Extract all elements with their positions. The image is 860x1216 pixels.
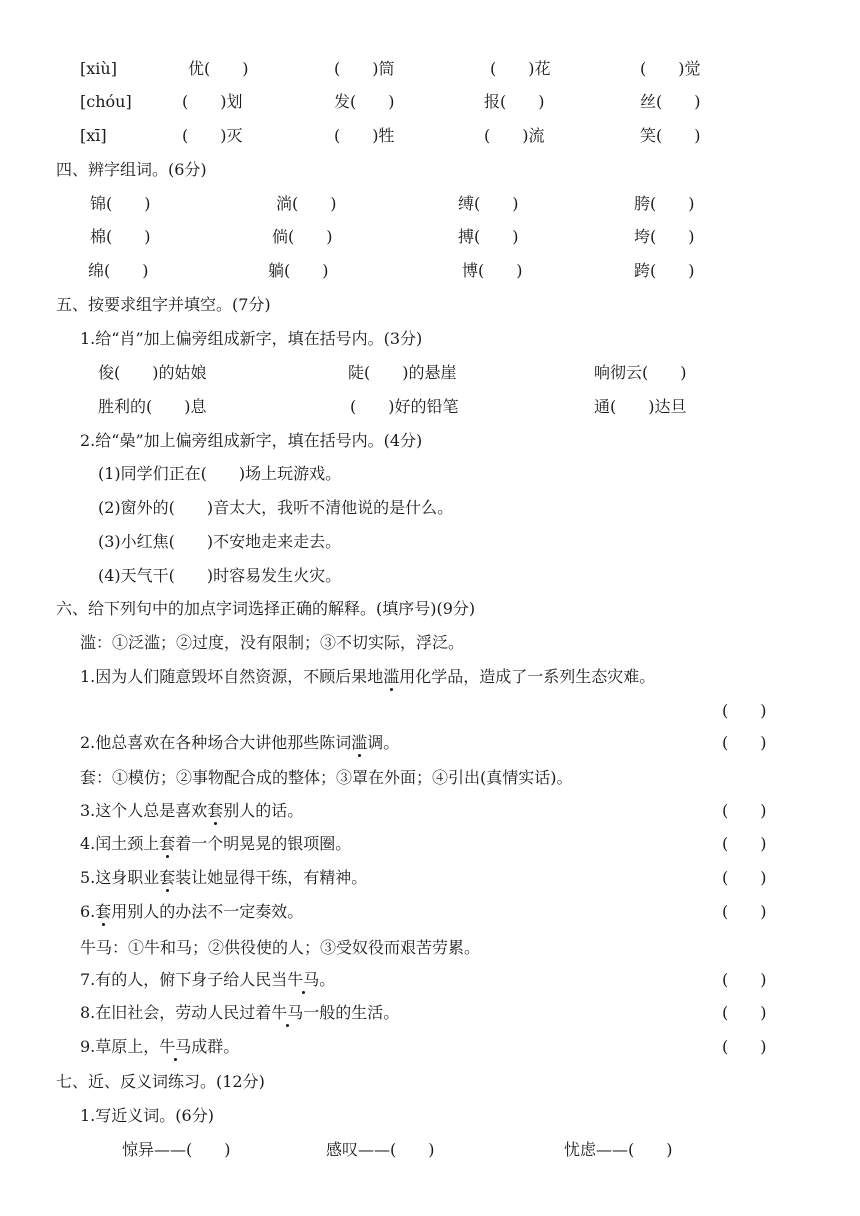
fill-row [0, 395, 860, 419]
answer-blank: ( ) [722, 970, 767, 989]
pinyin-item: 报( ) [484, 92, 545, 111]
synonym-row [0, 1138, 860, 1162]
dotted-word: 套 [95, 902, 112, 921]
question-prompt: 1.写近义词。(6分) [80, 1106, 214, 1125]
pinyin-row-xi [0, 124, 860, 148]
pinyin-item: ( )流 [484, 126, 545, 145]
dotted-word: 牛马 [271, 1003, 304, 1022]
pinyin-label: [xiù] [80, 59, 117, 78]
question-prompt: 1.给“肖”加上偏旁组成新字，填在括号内。(3分) [80, 329, 423, 348]
sentence-line: 8.在旧社会，劳动人民过着牛马一般的生活。 ( ) [0, 1001, 860, 1025]
fill-sentence: (2)窗外的( )音太大，我听不清他说的是什么。 [98, 498, 454, 517]
word-row [0, 225, 860, 249]
answer-blank: ( ) [722, 1003, 767, 1022]
word-item: 垮( ) [634, 227, 695, 246]
word-item: 跨( ) [634, 261, 695, 280]
fill-item: 通( )达旦 [594, 397, 687, 416]
section-7-title: 七、近、反义词练习。(12分) [56, 1072, 265, 1091]
sentence-line: 2.他总喜欢在各种场合大讲他那些陈词滥调。 ( ) [0, 731, 860, 755]
dotted-word: 套 [159, 868, 176, 887]
synonym-item: 忧虑——( ) [564, 1140, 673, 1159]
pinyin-label: [xī] [80, 126, 107, 145]
synonym-item: 惊异——( ) [122, 1140, 231, 1159]
dotted-word: 滥 [383, 667, 400, 686]
sentence-line: 5.这身职业套装让她显得干练，有精神。 ( ) [0, 866, 860, 890]
answer-blank: ( ) [722, 701, 767, 720]
fill-sentence: (1)同学们正在( )场上玩游戏。 [98, 464, 342, 483]
fill-item: ( )好的铅笔 [350, 397, 459, 416]
word-item: 锦( ) [90, 194, 151, 213]
word-item: 绵( ) [88, 261, 149, 280]
pinyin-item: ( )划 [182, 92, 243, 111]
sentence-line: 9.草原上，牛马成群。 ( ) [0, 1035, 860, 1059]
fill-item: 胜利的( )息 [98, 397, 207, 416]
pinyin-item: 笑( ) [640, 126, 701, 145]
answer-blank: ( ) [722, 801, 767, 820]
definition-line: 牛马：①牛和马；②供役使的人；③受奴役而艰苦劳累。 [80, 938, 481, 957]
sentence-line: 1.因为人们随意毁坏自然资源，不顾后果地滥用化学品，造成了一系列生态灾难。 [80, 667, 656, 686]
dotted-word: 牛马 [287, 970, 320, 989]
question-prompt: 2.给“喿”加上偏旁组成新字，填在括号内。(4分) [80, 431, 423, 450]
answer-blank: ( ) [722, 1037, 767, 1056]
pinyin-item: ( )牲 [334, 126, 395, 145]
word-item: 搏( ) [458, 227, 519, 246]
definition-line: 套：①模仿；②事物配合成的整体；③罩在外面；④引出(真情实话)。 [80, 768, 573, 787]
pinyin-item: 优( ) [188, 59, 249, 78]
fill-sentence: (4)天气干( )时容易发生火灾。 [98, 566, 342, 585]
pinyin-item: ( )灭 [182, 126, 243, 145]
dotted-word: 牛马 [159, 1037, 192, 1056]
word-row [0, 192, 860, 216]
word-item: 淌( ) [276, 194, 337, 213]
word-item: 躺( ) [268, 261, 329, 280]
answer-blank: ( ) [722, 902, 767, 921]
dotted-word: 套 [159, 834, 176, 853]
fill-item: 俊( )的姑娘 [98, 363, 207, 382]
sentence-line: 4.闰土颈上套着一个明晃晃的银项圈。 ( ) [0, 832, 860, 856]
dotted-word: 滥 [351, 733, 368, 752]
pinyin-item: 丝( ) [640, 92, 701, 111]
pinyin-item: ( )花 [490, 59, 551, 78]
word-item: 胯( ) [634, 194, 695, 213]
pinyin-row-xiu [0, 57, 860, 81]
fill-row [0, 361, 860, 385]
sentence-line: 6.套用别人的办法不一定奏效。 ( ) [0, 900, 860, 924]
answer-blank: ( ) [722, 834, 767, 853]
answer-line [0, 699, 860, 723]
fill-item: 响彻云( ) [594, 363, 687, 382]
answer-blank: ( ) [722, 733, 767, 752]
sentence-line: 3.这个人总是喜欢套别人的话。 ( ) [0, 799, 860, 823]
word-item: 博( ) [462, 261, 523, 280]
section-5-title: 五、按要求组字并填空。(7分) [56, 295, 271, 314]
word-item: 棉( ) [90, 227, 151, 246]
word-row [0, 259, 860, 283]
word-item: 倘( ) [272, 227, 333, 246]
sentence-line: 7.有的人，俯下身子给人民当牛马。 ( ) [0, 968, 860, 992]
pinyin-label: [chóu] [80, 92, 132, 111]
word-item: 缚( ) [458, 194, 519, 213]
synonym-item: 感叹——( ) [326, 1140, 435, 1159]
fill-sentence: (3)小红焦( )不安地走来走去。 [98, 532, 342, 551]
pinyin-item: ( )筒 [334, 59, 395, 78]
section-6-title: 六、给下列句中的加点字词选择正确的解释。(填序号)(9分) [56, 599, 476, 618]
section-4-title: 四、辨字组词。(6分) [56, 160, 207, 179]
pinyin-item: 发( ) [334, 92, 395, 111]
answer-blank: ( ) [722, 868, 767, 887]
definition-line: 滥：①泛滥；②过度，没有限制；③不切实际，浮泛。 [80, 633, 465, 652]
fill-item: 陡( )的悬崖 [348, 363, 457, 382]
pinyin-item: ( )觉 [640, 59, 701, 78]
pinyin-row-chou [0, 90, 860, 114]
dotted-word: 套 [207, 801, 224, 820]
